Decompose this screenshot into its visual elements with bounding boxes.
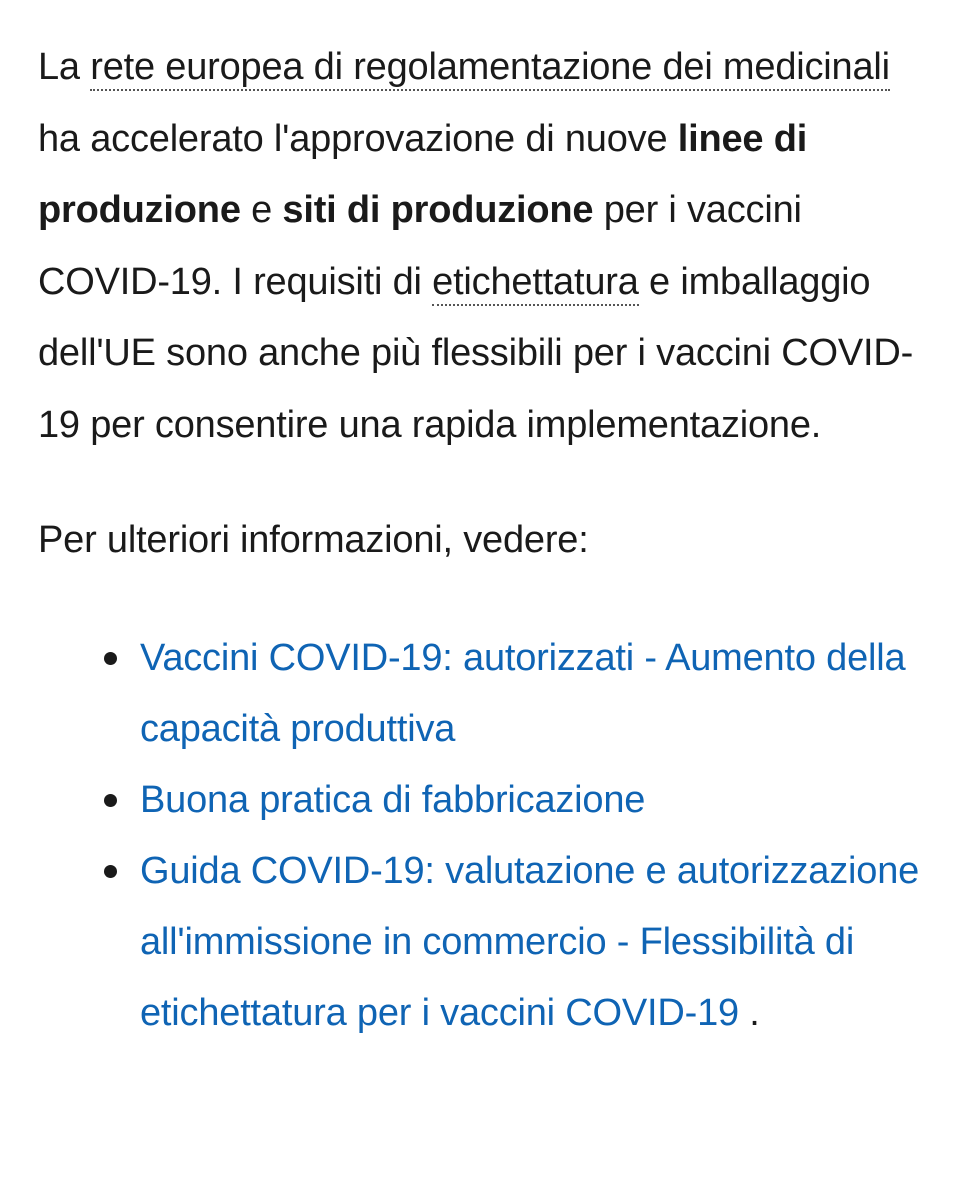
intro-text-1: La <box>38 46 91 88</box>
list-item <box>140 623 938 765</box>
intro-text-3: e <box>240 189 283 231</box>
bold-production-sites: siti di produzione <box>282 189 594 231</box>
list-item <box>140 765 938 836</box>
list-item <box>140 836 938 1049</box>
intro-paragraph <box>38 32 938 461</box>
glossary-term-regulatory-network[interactable]: rete europea di regolamentazione dei medicinali <box>90 46 890 91</box>
intro-text-4: per i vaccini COVID-19. I requisiti di <box>38 189 802 303</box>
intro-text-2: ha accelerato l'approvazione di nuove <box>38 117 678 160</box>
bullet-icon <box>104 794 117 807</box>
link-covid-vaccines-capacity[interactable]: Vaccini COVID-19: autorizzati - Aumento della capacità produttiva <box>140 636 906 750</box>
article-content <box>38 32 938 1049</box>
link-covid-guidance-labelling[interactable]: Guida COVID-19: valutazione e autorizzazione all'immissione in commercio - Flessibilità di etichettatura per i vaccini COVID-19 <box>140 849 920 1034</box>
intro-text-5: e imballaggio dell'UE sono anche più flessibili per i vaccini COVID-19 per consentire una rapida implementazione. <box>38 260 914 446</box>
bold-production-lines: linee di produzione <box>38 117 808 231</box>
related-links-list <box>38 623 938 1049</box>
more-info-heading: Per ulteriori informazioni, vedere: <box>38 519 589 561</box>
link-good-manufacturing-practice[interactable]: Buona pratica di fabbricazione <box>140 778 646 821</box>
glossary-term-labelling[interactable]: etichettatura <box>432 261 639 306</box>
link-trail: . <box>738 991 760 1034</box>
bullet-icon <box>104 652 117 665</box>
bullet-icon <box>104 865 117 878</box>
